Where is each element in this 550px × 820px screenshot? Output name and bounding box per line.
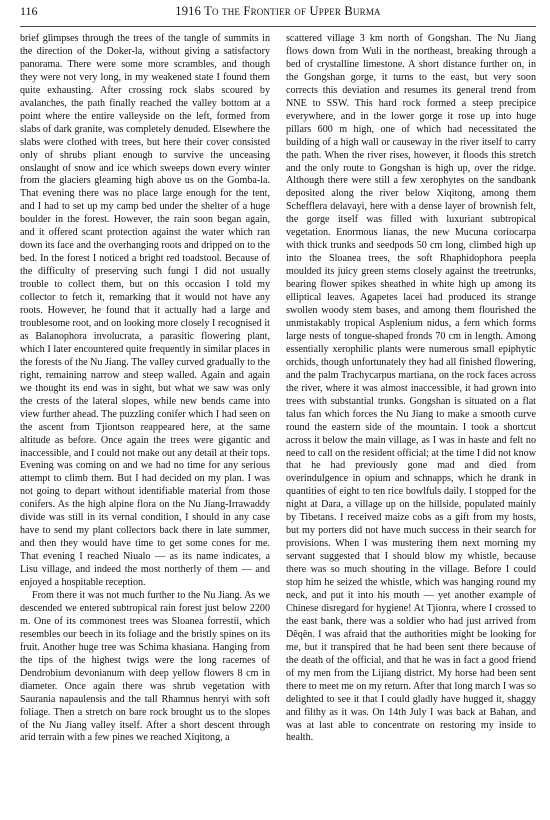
right-column	[286, 33, 536, 745]
left-column	[20, 33, 270, 745]
running-title-text: 1916 To the Frontier of Upper Burma	[175, 4, 381, 18]
left-paragraph-2: From there it was not much further to the Nu Jiang. As we descended we entered subtropical rain forest just below 2200 m. One of its commonest trees was Sloanea forrestii, which resembles our beech in its foliage and the bristly spines on its fruit. Another huge tree was Schima khasiana. Hanging from the tips of the highest twigs were the long racemes of Dendrobium devonianum with deep yellow flowers 8 cm in diameter. Once again there was shrub vegetation with Saurania napaulensis and the tall Rhamnus henryi with soft foliage. Then a stretch on bare rock brought us to the slopes of the Nu Jiang valley itself. After a short descent through arid terrain with a few pines we reached Xiqitong, a	[20, 589, 270, 744]
left-paragraph-1: brief glimpses through the trees of the tangle of summits in the direction of the Doker-la, without giving a satisfactory panorama. There were some more scrambles, and though they were not very long, in my weakened state I found them quite exhausting. After crossing rock slabs scoured by avalanches, the path finally reached the valley bottom at a point where the entire valleyside on the left, formed from slabs of dark granite, was completely denuded. Elsewhere the slabs were clothed with trees, but here their cover consisted only of shrubs pliant enough to survive the unceasing onslaught of snow and ice which sweeps down every winter from the glaciers gleaming high above us on the Gomba-la. That evening there was no place large enough for the tent, and I had to set up my camp bed under the shelter of a huge boulder in the forest. However, the rain soon began again, and it offered scant protection against the water which ran down its face and the overhanging roots and dripped on to the bed. In the forest I noticed a bright red toadstool. Because of the difficulty of preserving such fungi I did not usually trouble to collect them, but on this occasion I told my collector to fetch it, remarking that it would not have any roots. However, he found that it actually had a large and troublesome root, and on looking more closely I recognised it as Balanophora involucrata, a parasitic flowering plant, which I later encountered quite frequently in similar places in the forests of the Nu Jiang. The valley curved gradually to the right, remaining narrow and steep walled. Again and again we thought its end was in sight, but what we saw was only the crests of the lateral slopes, while new bends came into view further ahead. The puzzling conifer which I had seen on the ascent from Tjiontson reappeared here, at the same altitude as before. Once again the trees were gigantic and inaccessible, and I could not make out any detail at their tops. Evening was coming on and we had no time for any serious attempt to climb them. But I had decided on my plan. I was not going to depart without identifiable material from those conifers. As the high alpine flora on the Nu Jiang-Irrawaddy divide was still in its vernal condition, I should in any case have to send my plant collectors back there in late summer, and then they would have time to get some cones for me. That evening I reached Niualo — as its name indicates, a Lisu village, and indeed the most northerly of them — and enjoyed a hospitable reception.	[20, 33, 270, 589]
page-header	[20, 4, 536, 27]
page-number: 116	[20, 4, 38, 18]
running-title	[60, 4, 496, 19]
right-paragraph-1: scattered village 3 km north of Gongshan. The Nu Jiang flows down from Wuli in the northeast, breaking through a bed of crystalline limestone. A short distance further on, in the Gongshan gorge, it turns to the east, but very soon corrects this deviation and resumes its general trend from NNE to SSW. This hard rock formed a steep precipice everywhere, and in the lower gorge it rose up into huge pillars 600 m high, one of which had necessitated the building of a high wall or causeway in the river itself to carry the path. When the river rises, however, it floods this stretch and the only route to Gongshan is high up, over the ridge. Although there were still a few xerophytes on the sandbank deposited along the river below Xiqitong, among them Schefflera delavayi, here with a dense layer of brownish felt, the gorge itself was filled with luxuriant subtropical vegetation. Enormous lianas, the new Mucuna coriocarpa with thick trunks and seedpods 50 cm long, climbed high up into the Sloanea trees, the soft Rhaphidophora peepla moulded its juicy green stems closely against the treetrunks, bearing flower spikes sheathed in white high up among its elliptical leaves. Agapetes lacei had produced its strange swollen woody stem bases, and among them flourished the unmistakably tropical Asplenium nidus, a fern which forms large nests of tongue-shaped fronds 70 cm in length. Among essentially xerophilic plants were numerous small epiphytic orchids, though unfortunately they had all finished flowering, and the palm Trachycarpus martiana, on the rock faces across the river, where it was almost inaccessible, it had grown into trees with substantial trunks. Gongshan is situated on a flat talus fan which forces the Nu Jiang to make a smooth curve round the eastern side of the mountain. I took a shortcut across it below the main village, as I was in haste and felt no need to call on the resident official; at the time I did not know that he had previously gone mad and died from overindulgence in opium and schnapps, which he drank in quantities of eight to ten rice bowlfuls daily. I stopped for the night at Dara, a village up on the hillside, populated mainly by Tibetans. I received maize cobs as a gift from my hosts, but my porters did not have much success in their search for provisions. When I was mustering them next morning my servant suggested that I should blow my whistle, because there was so much shouting in the village. Before I could stop him he seized the whistle, which was hanging round my neck, and put it into his mouth — yet another example of Chinese disregard for hygiene! At Tjionra, where I crossed to the east bank, there was a soldier who had just arrived from Dêqên. I was afraid that the authorities might be looking for me, but it transpired that he had been sent there because of the death of the official, and that he was in fact a good friend of my men from the Lijiang district. My horse had been sent there to meet me on my return. After that long march I was so delighted to see it that I could gladly have hugged it, shaggy and filthy as it was. On 14th July I was back at Bahan, and was at last able to concentrate on restoring my inside to health.	[286, 33, 536, 744]
text-columns	[20, 33, 536, 745]
